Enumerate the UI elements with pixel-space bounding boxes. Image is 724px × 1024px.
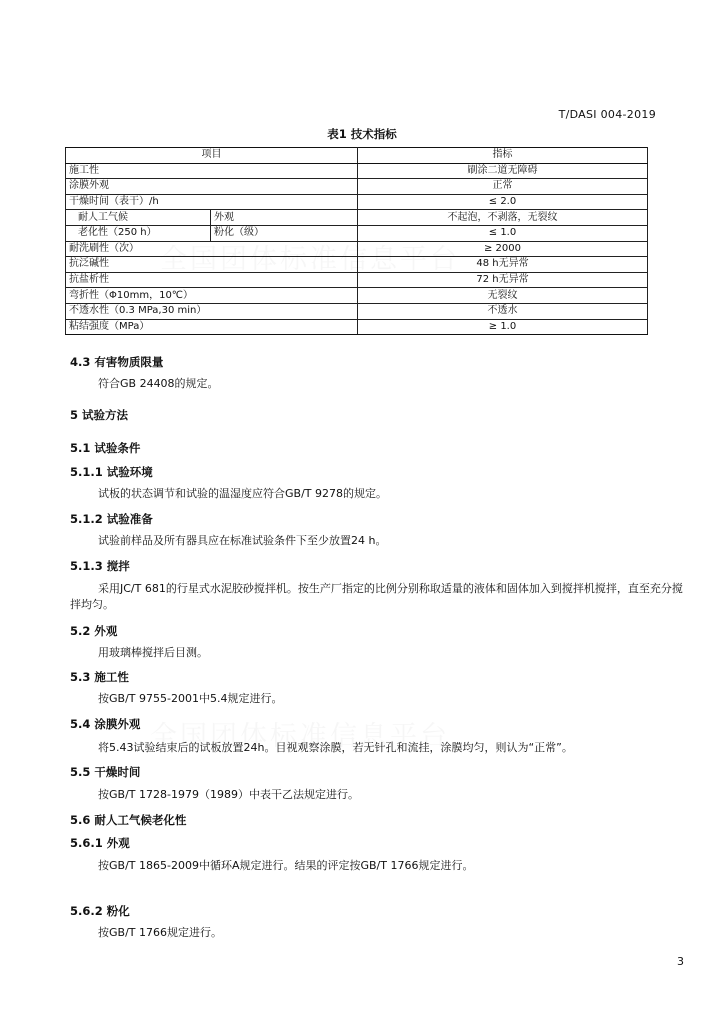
row-value: ≥ 1.0 (358, 319, 648, 335)
section-5-4-title: 5.4 涂膜外观 (70, 717, 141, 731)
doc-code: T/DASI 004-2019 (558, 108, 656, 121)
row-item: 抗泛碱性 (66, 257, 358, 273)
section-5-1-2-text: 试验前样品及所有器具应在标准试验条件下至少放置24 h。 (98, 534, 387, 547)
header-index: 指标 (358, 148, 648, 164)
row-value: ≤ 2.0 (358, 194, 648, 210)
section-5-1-title: 5.1 试验条件 (70, 441, 141, 455)
weather-sub2: 粉化（级） (211, 225, 358, 241)
row-value: ≥ 2000 (358, 241, 648, 257)
section-5-5-title: 5.5 干燥时间 (70, 765, 141, 779)
row-value: 刷涂二道无障碍 (358, 163, 648, 179)
section-5-6-1-title: 5.6.1 外观 (70, 836, 130, 850)
section-5-6-2-text: 按GB/T 1766规定进行。 (98, 926, 222, 939)
section-5-1-1-text: 试板的状态调节和试验的温湿度应符合GB/T 9278的规定。 (98, 487, 387, 500)
table-row (66, 163, 648, 179)
table-row (66, 194, 648, 210)
row-item: 粘结强度（MPa） (66, 319, 358, 335)
row-item: 抗盐析性 (66, 272, 358, 288)
section-5-title: 5 试验方法 (70, 408, 129, 422)
row-value: 无裂纹 (358, 288, 648, 304)
section-5-1-2-title: 5.1.2 试验准备 (70, 512, 153, 526)
section-5-6-title: 5.6 耐人工气候老化性 (70, 813, 187, 827)
row-item: 涂膜外观 (66, 179, 358, 195)
spec-table (65, 147, 648, 335)
weather-sub1-value: 不起泡，不剥落，无裂纹 (358, 210, 648, 226)
row-item: 施工性 (66, 163, 358, 179)
section-5-5-text: 按GB/T 1728-1979（1989）中表干乙法规定进行。 (98, 788, 359, 801)
section-4-3-text: 符合GB 24408的规定。 (98, 377, 219, 390)
table-row (66, 272, 648, 288)
section-5-2-text: 用玻璃棒搅拌后目测。 (98, 646, 208, 659)
section-4-3-title: 4.3 有害物质限量 (70, 355, 164, 369)
section-5-3-text: 按GB/T 9755-2001中5.4规定进行。 (98, 692, 283, 705)
table-row (66, 303, 648, 319)
header-item: 项目 (66, 148, 358, 164)
weather-group-line1: 耐人工气候 (66, 210, 211, 226)
row-item: 耐洗刷性（次） (66, 241, 358, 257)
section-5-4-text: 将5.43试验结束后的试板放置24h。目视观察涂膜，若无针孔和流挂，涂膜均匀，则认为“正常”。 (98, 741, 573, 754)
section-5-1-3-title: 5.1.3 搅拌 (70, 559, 130, 573)
table-row (66, 225, 648, 241)
table-title: 表1 技术指标 (327, 127, 397, 141)
table-row (66, 319, 648, 335)
section-5-2-title: 5.2 外观 (70, 624, 118, 638)
weather-group-line2: 老化性（250 h） (66, 225, 211, 241)
page-number: 3 (677, 955, 684, 968)
section-5-6-1-text: 按GB/T 1865-2009中循环A规定进行。结果的评定按GB/T 1766规定进行。 (98, 859, 474, 872)
table-row (66, 288, 648, 304)
row-value: 48 h无异常 (358, 257, 648, 273)
row-item: 弯折性（Φ10mm，10℃） (66, 288, 358, 304)
table-header-row (66, 148, 648, 164)
table-row (66, 179, 648, 195)
table-row (66, 241, 648, 257)
weather-sub1: 外观 (211, 210, 358, 226)
section-5-6-2-title: 5.6.2 粉化 (70, 904, 130, 918)
row-value: 正常 (358, 179, 648, 195)
row-item: 不透水性（0.3 MPa,30 min） (66, 303, 358, 319)
section-5-3-title: 5.3 施工性 (70, 670, 129, 684)
row-item: 干燥时间（表干）/h (66, 194, 358, 210)
weather-sub2-value: ≤ 1.0 (358, 225, 648, 241)
section-5-1-3-text: 采用JC/T 681的行星式水泥胶砂搅拌机。按生产厂指定的比例分别称取适量的液体和固体加入到搅拌机搅拌，直至充分搅拌均匀。 (70, 582, 683, 611)
row-value: 不透水 (358, 303, 648, 319)
table-row (66, 257, 648, 273)
section-5-1-1-title: 5.1.1 试验环境 (70, 465, 153, 479)
row-value: 72 h无异常 (358, 272, 648, 288)
table-row (66, 210, 648, 226)
